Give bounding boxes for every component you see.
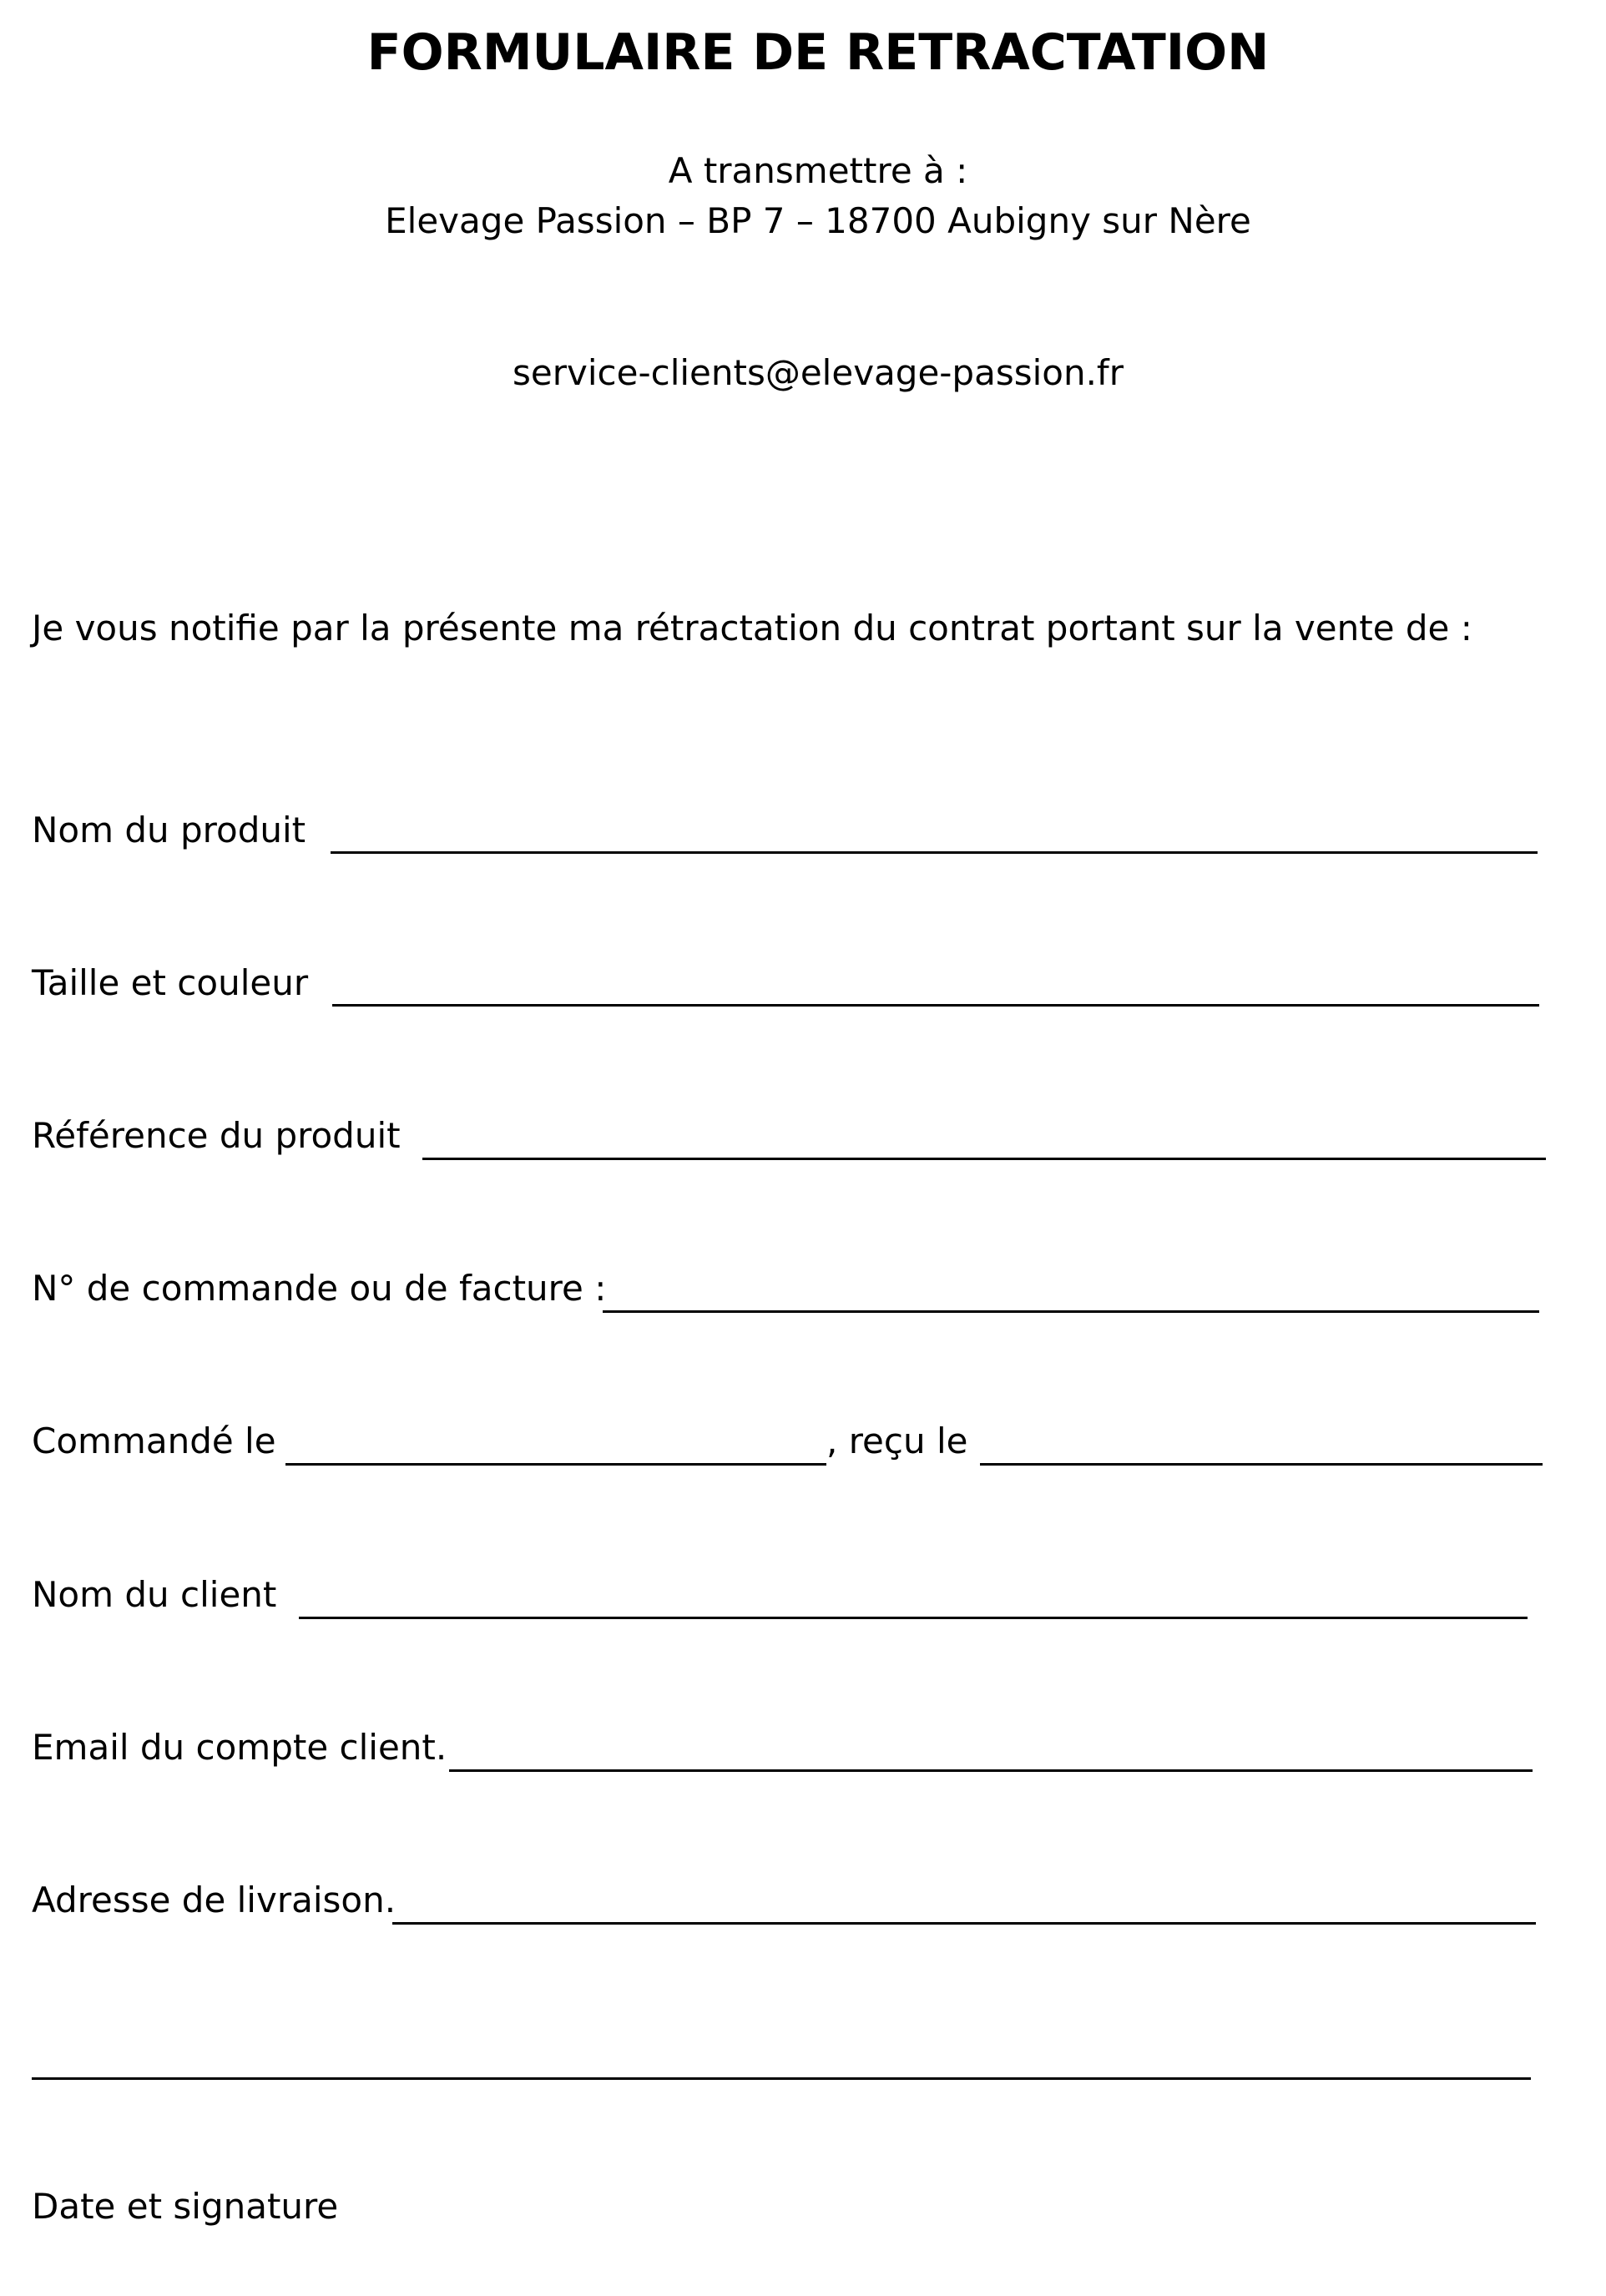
delivery-address-line[interactable] <box>392 1922 1536 1925</box>
account-email-label: Email du compte client. <box>32 1727 447 1768</box>
product-name-label: Nom du produit <box>32 810 306 850</box>
recipient-email: service-clients@elevage-passion.fr <box>513 352 1124 393</box>
product-name-line[interactable] <box>331 851 1538 854</box>
transmit-label: A transmettre à : <box>668 150 968 191</box>
received-on-line[interactable] <box>980 1463 1543 1466</box>
size-color-line[interactable] <box>332 1004 1539 1007</box>
date-signature-label: Date et signature <box>32 2186 339 2227</box>
delivery-address-label: Adresse de livraison. <box>32 1880 396 1920</box>
received-on-label: , reçu le <box>826 1420 968 1461</box>
delivery-address-line-2[interactable] <box>32 2077 1531 2080</box>
ordered-on-label: Commandé le <box>32 1420 276 1461</box>
order-number-line[interactable] <box>603 1310 1539 1313</box>
client-name-line[interactable] <box>299 1617 1528 1619</box>
retraction-notice: Je vous notifie par la présente ma rétractation du contrat portant sur la vente de : <box>32 608 1472 648</box>
client-name-label: Nom du client <box>32 1574 277 1615</box>
form-title: FORMULAIRE DE RETRACTATION <box>366 23 1270 82</box>
product-ref-label: Référence du produit <box>32 1115 401 1156</box>
product-ref-line[interactable] <box>422 1158 1546 1160</box>
account-email-line[interactable] <box>449 1769 1533 1772</box>
size-color-label: Taille et couleur <box>32 962 309 1003</box>
order-number-label: N° de commande ou de facture : <box>32 1268 607 1309</box>
recipient-address: Elevage Passion – BP 7 – 18700 Aubigny sur Nère <box>385 200 1251 241</box>
ordered-on-line[interactable] <box>285 1463 826 1466</box>
